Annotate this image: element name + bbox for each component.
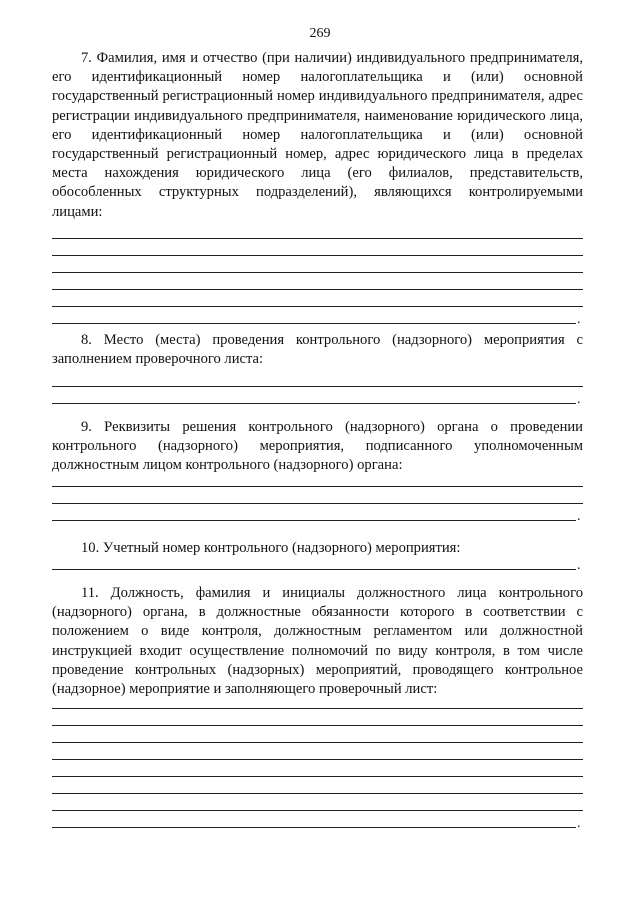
fill-line[interactable] <box>52 486 583 487</box>
section-11-fill-lines <box>52 699 583 839</box>
end-mark: . <box>577 558 581 574</box>
fill-line[interactable] <box>52 503 583 504</box>
fill-line[interactable] <box>52 725 583 726</box>
section-8-text: 8. Место (места) проведения контрольного (надзорного) мероприятия с заполнением проверочного листа: <box>52 332 583 368</box>
section-10-fill-lines <box>52 558 583 586</box>
section-11-official <box>52 584 583 839</box>
end-mark: . <box>577 311 581 327</box>
section-7-contractor-details <box>52 49 583 327</box>
fill-line[interactable] <box>52 810 583 811</box>
fill-line[interactable] <box>52 306 583 307</box>
fill-line[interactable] <box>52 776 583 777</box>
section-7-text: 7. Фамилия, имя и отчество (при наличии) индивидуального предпринимателя, его идентификационный номер налогоплательщика и (или) основной государственный регистрационный номер индивидуального предпринимателя, адрес регистрации индивидуального предпринимателя, наименование юридического лица, его идентификационный номер налогоплательщика и (или) основной государственный регистрационный номер, адрес юридического лица в пределах места нахождения юридического лица (его филиалов, представительств, обособленных структурных подразделений), являющихся контролируемыми лицами: <box>52 50 583 220</box>
end-mark: . <box>577 508 581 524</box>
fill-line[interactable] <box>52 520 576 521</box>
section-9-text: 9. Реквизиты решения контрольного (надзорного) органа о проведении контрольного (надзорного) мероприятия, подписанного уполномоченным должностным лицом контрольного (надзорного) органа: <box>52 419 583 474</box>
section-10-registration-number <box>52 539 583 586</box>
section-7-fill-lines <box>52 222 583 327</box>
fill-line[interactable] <box>52 323 576 324</box>
section-8-fill-lines <box>52 369 583 409</box>
fill-line[interactable] <box>52 742 583 743</box>
fill-line[interactable] <box>52 255 583 256</box>
fill-line[interactable] <box>52 569 576 570</box>
fill-line[interactable] <box>52 827 576 828</box>
section-10-text: 10. Учетный номер контрольного (надзорного) мероприятия: <box>81 540 461 556</box>
fill-line[interactable] <box>52 289 583 290</box>
fill-line[interactable] <box>52 403 576 404</box>
fill-line[interactable] <box>52 793 583 794</box>
end-mark: . <box>577 816 581 832</box>
fill-line[interactable] <box>52 386 583 387</box>
section-9-fill-lines <box>52 476 583 532</box>
section-9-decision-details <box>52 418 583 532</box>
fill-line[interactable] <box>52 708 583 709</box>
fill-line[interactable] <box>52 238 583 239</box>
section-11-text: 11. Должность, фамилия и инициалы должностного лица контрольного (надзорного) органа, в должностные обязанности которого в соответствии с положением о виде контроля, должностным регламентом или должностной инструкцией входит осуществление полномочий по виду контроля, в том числе проведение контрольных (надзорных) мероприятий, проводящего контрольное (надзорное) мероприятие и заполняющего проверочный лист: <box>52 585 583 698</box>
page-number: 269 <box>309 26 331 41</box>
fill-line[interactable] <box>52 759 583 760</box>
end-mark: . <box>577 392 581 408</box>
fill-line[interactable] <box>52 272 583 273</box>
section-8-place <box>52 331 583 409</box>
